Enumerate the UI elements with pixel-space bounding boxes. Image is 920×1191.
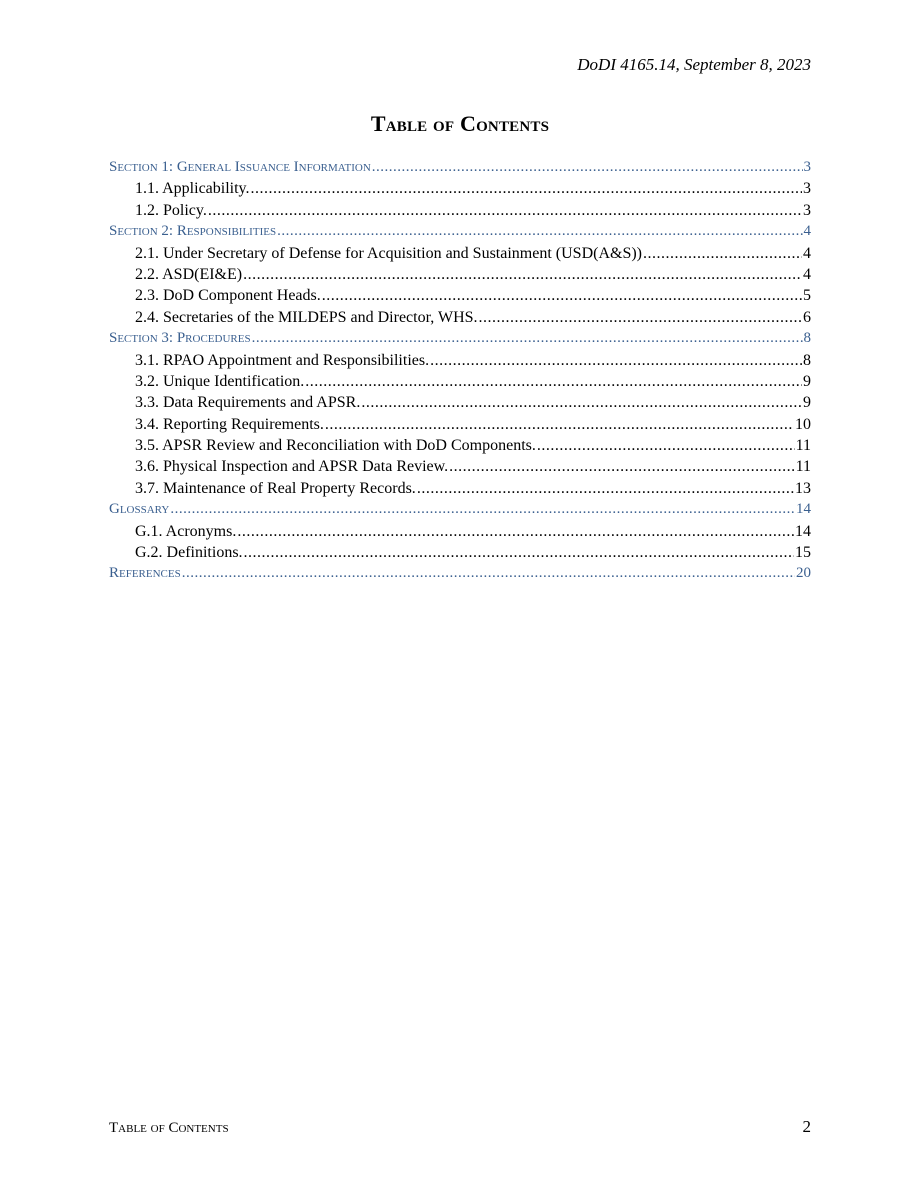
toc-section-entry[interactable]: [109, 563, 811, 584]
dot-leader: [372, 157, 803, 178]
toc-entry-page: 3: [803, 159, 811, 175]
toc-section-entry[interactable]: [109, 499, 811, 520]
toc-entry-label: Section 3: Procedures: [109, 330, 251, 347]
toc-entry-page: 13: [795, 479, 811, 497]
toc-subsection-entry[interactable]: [109, 350, 811, 371]
dot-leader: [305, 371, 802, 392]
toc-entry-label: 2.4. Secretaries of the MILDEPS and Director, WHS.: [135, 308, 478, 326]
toc-entry-label: 3.7. Maintenance of Real Property Records.: [135, 479, 416, 497]
toc-section-entry[interactable]: [109, 328, 811, 349]
toc-entry-label: 3.6. Physical Inspection and APSR Data Review.: [135, 458, 449, 476]
dot-leader: [243, 264, 802, 285]
page-title: Table of Contents: [370, 111, 550, 136]
footer-title: Table of Contents: [109, 1120, 229, 1136]
toc-entry-page: 11: [795, 458, 811, 476]
toc-entry-label: 3.2. Unique Identification.: [135, 372, 305, 390]
toc-section-entry[interactable]: [109, 157, 811, 178]
toc-subsection-entry[interactable]: [109, 478, 811, 499]
toc-entry-label: 1.1. Applicability.: [135, 180, 250, 198]
toc-subsection-entry[interactable]: [109, 392, 811, 413]
toc-entry-label: 2.2. ASD(EI&E): [135, 265, 243, 283]
toc-subsection-entry[interactable]: [109, 435, 811, 456]
toc-entry-label: 1.2. Policy.: [135, 201, 207, 219]
toc-subsection-entry[interactable]: [109, 521, 811, 542]
toc-subsection-entry[interactable]: [109, 307, 811, 328]
toc-entry-label: 3.4. Reporting Requirements.: [135, 415, 324, 433]
footer-page-number: 2: [802, 1117, 811, 1136]
toc-entry-label: Section 1: General Issuance Information: [109, 159, 371, 175]
toc-entry-label: 2.1. Under Secretary of Defense for Acquisition and Sustainment (USD(A&S)): [135, 244, 642, 262]
toc-subsection-entry[interactable]: [109, 285, 811, 306]
dot-leader: [537, 435, 795, 456]
dot-leader: [417, 478, 794, 499]
toc-subsection-entry[interactable]: [109, 414, 811, 435]
table-of-contents: [109, 157, 811, 585]
toc-subsection-entry[interactable]: [109, 178, 811, 199]
toc-entry-label: 3.5. APSR Review and Reconciliation with DoD Components.: [135, 437, 536, 455]
toc-subsection-entry[interactable]: [109, 371, 811, 392]
toc-entry-label: G.1. Acronyms.: [135, 522, 237, 540]
toc-entry-page: 8: [803, 330, 811, 347]
toc-entry-page: 9: [803, 394, 811, 412]
toc-entry-label: 2.3. DoD Component Heads.: [135, 287, 321, 305]
toc-entry-label: References: [109, 565, 181, 582]
dot-leader: [325, 414, 794, 435]
dot-leader: [430, 350, 802, 371]
toc-entry-page: 3: [803, 180, 811, 198]
dot-leader: [277, 221, 802, 242]
toc-entry-page: 4: [803, 244, 811, 262]
dot-leader: [252, 328, 803, 349]
dot-leader: [449, 456, 794, 477]
dot-leader: [643, 243, 802, 264]
toc-entry-label: 3.1. RPAO Appointment and Responsibilities.: [135, 351, 430, 369]
dot-leader: [237, 521, 794, 542]
toc-entry-page: 11: [795, 437, 811, 455]
toc-subsection-entry[interactable]: [109, 200, 811, 221]
dot-leader: [208, 200, 802, 221]
toc-entry-label: 3.3. Data Requirements and APSR.: [135, 394, 361, 412]
toc-entry-label: Section 2: Responsibilities: [109, 223, 277, 240]
toc-entry-page: 14: [796, 501, 811, 518]
toc-entry-page: 15: [795, 544, 811, 562]
dot-leader: [322, 285, 802, 306]
dot-leader: [170, 499, 795, 520]
document-header: DoDI 4165.14, September 8, 2023: [577, 55, 811, 74]
toc-entry-page: 10: [795, 415, 811, 433]
dot-leader: [361, 392, 802, 413]
toc-entry-label: Glossary: [109, 501, 170, 518]
toc-subsection-entry[interactable]: [109, 456, 811, 477]
toc-entry-page: 20: [796, 565, 811, 582]
toc-subsection-entry[interactable]: [109, 264, 811, 285]
toc-entry-page: 5: [803, 287, 811, 305]
toc-entry-page: 8: [803, 351, 811, 369]
dot-leader: [244, 542, 794, 563]
toc-entry-page: 9: [803, 372, 811, 390]
dot-leader: [479, 307, 802, 328]
toc-entry-page: 4: [803, 223, 811, 240]
toc-entry-page: 14: [795, 522, 811, 540]
toc-entry-page: 6: [803, 308, 811, 326]
toc-entry-label: G.2. Definitions.: [135, 544, 243, 562]
toc-subsection-entry[interactable]: [109, 542, 811, 563]
toc-entry-page: 4: [803, 265, 811, 283]
toc-subsection-entry[interactable]: [109, 243, 811, 264]
dot-leader: [251, 178, 802, 199]
toc-section-entry[interactable]: [109, 221, 811, 242]
toc-entry-page: 3: [803, 201, 811, 219]
dot-leader: [182, 563, 795, 584]
